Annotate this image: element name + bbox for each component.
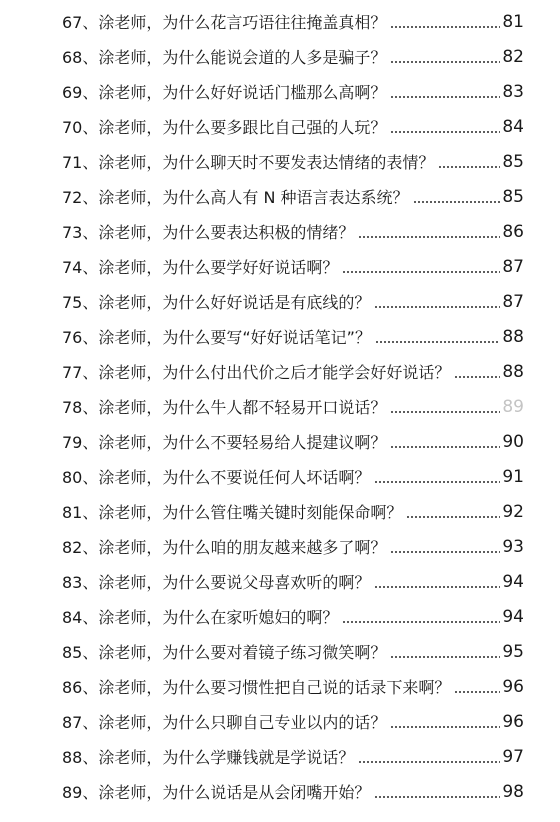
entry-number: 67、 bbox=[62, 13, 99, 32]
toc-entry[interactable] bbox=[62, 740, 524, 775]
toc-entry[interactable] bbox=[62, 600, 524, 635]
dot-leader bbox=[375, 337, 500, 347]
entry-title: 涂老师，为什么说话是从会闭嘴开始？ bbox=[98, 783, 371, 802]
dot-leader bbox=[390, 547, 500, 557]
entry-page-number: 91 bbox=[502, 467, 524, 487]
toc-entry[interactable] bbox=[62, 5, 524, 40]
entry-number: 74、 bbox=[62, 258, 99, 277]
entry-title: 涂老师，为什么花言巧语往往掩盖真相？ bbox=[98, 13, 387, 32]
dot-leader bbox=[390, 652, 500, 662]
toc-entry[interactable] bbox=[62, 285, 524, 320]
toc-entry[interactable] bbox=[62, 250, 524, 285]
dot-leader bbox=[390, 127, 500, 137]
toc-entry[interactable] bbox=[62, 425, 524, 460]
entry-title: 涂老师，为什么牛人都不轻易开口说话？ bbox=[98, 398, 387, 417]
entry-title: 涂老师，为什么要对着镜子练习微笑啊？ bbox=[98, 643, 387, 662]
entry-title: 涂老师，为什么要表达积极的情绪？ bbox=[98, 223, 355, 242]
entry-title: 涂老师，为什么咱的朋友越来越多了啊？ bbox=[98, 538, 387, 557]
dot-leader bbox=[374, 582, 500, 592]
entry-page-number: 96 bbox=[502, 712, 524, 732]
toc-entry[interactable] bbox=[62, 460, 524, 495]
dot-leader bbox=[374, 792, 500, 802]
entry-number: 75、 bbox=[62, 293, 99, 312]
entry-number: 78、 bbox=[62, 398, 99, 417]
entry-page-number: 86 bbox=[502, 222, 524, 242]
entry-number: 76、 bbox=[62, 328, 99, 347]
entry-title: 涂老师，为什么管住嘴关键时刻能保命啊？ bbox=[98, 503, 403, 522]
dot-leader bbox=[342, 617, 500, 627]
entry-page-number: 84 bbox=[502, 117, 524, 137]
entry-number: 80、 bbox=[62, 468, 99, 487]
toc-entry[interactable] bbox=[62, 390, 524, 425]
entry-page-number: 81 bbox=[502, 12, 524, 32]
entry-page-number: 97 bbox=[502, 747, 524, 767]
entry-number: 68、 bbox=[62, 48, 99, 67]
toc-entry[interactable] bbox=[62, 180, 524, 215]
dot-leader bbox=[390, 92, 500, 102]
toc-entry[interactable] bbox=[62, 110, 524, 145]
entry-page-number: 98 bbox=[502, 782, 524, 802]
entry-title: 涂老师，为什么要习惯性把自己说的话录下来啊？ bbox=[98, 678, 451, 697]
entry-number: 82、 bbox=[62, 538, 99, 557]
dot-leader bbox=[390, 22, 500, 32]
dot-leader bbox=[342, 267, 500, 277]
dot-leader bbox=[374, 477, 500, 487]
entry-number: 70、 bbox=[62, 118, 99, 137]
dot-leader bbox=[413, 197, 501, 207]
toc-entry[interactable] bbox=[62, 705, 524, 740]
dot-leader bbox=[390, 407, 500, 417]
dot-leader bbox=[454, 372, 500, 382]
toc-entry[interactable] bbox=[62, 355, 524, 390]
toc-entry[interactable] bbox=[62, 320, 524, 355]
entry-number: 89、 bbox=[62, 783, 99, 802]
entry-page-number: 87 bbox=[502, 257, 524, 277]
entry-number: 87、 bbox=[62, 713, 99, 732]
entry-title: 涂老师，为什么不要轻易给人提建议啊？ bbox=[98, 433, 387, 452]
dot-leader bbox=[358, 757, 500, 767]
entry-page-number: 90 bbox=[502, 432, 524, 452]
entry-number: 73、 bbox=[62, 223, 99, 242]
entry-page-number: 85 bbox=[502, 187, 524, 207]
entry-number: 79、 bbox=[62, 433, 99, 452]
entry-number: 81、 bbox=[62, 503, 99, 522]
toc-entry[interactable] bbox=[62, 565, 524, 600]
entry-title: 涂老师，为什么在家听媳妇的啊？ bbox=[98, 608, 339, 627]
dot-leader bbox=[438, 162, 500, 172]
entry-number: 85、 bbox=[62, 643, 99, 662]
entry-page-number: 82 bbox=[502, 47, 524, 67]
entry-page-number: 94 bbox=[502, 607, 524, 627]
dot-leader bbox=[374, 302, 500, 312]
entry-title: 涂老师，为什么只聊自己专业以内的话？ bbox=[98, 713, 387, 732]
entry-title: 涂老师，为什么好好说话门槛那么高啊？ bbox=[98, 83, 387, 102]
entry-title: 涂老师，为什么要写“好好说话笔记”？ bbox=[98, 328, 371, 347]
entry-number: 86、 bbox=[62, 678, 99, 697]
dot-leader bbox=[390, 722, 500, 732]
entry-page-number: 87 bbox=[502, 292, 524, 312]
entry-number: 71、 bbox=[62, 153, 99, 172]
dot-leader bbox=[390, 57, 500, 67]
entry-page-number: 94 bbox=[502, 572, 524, 592]
toc-entry[interactable] bbox=[62, 75, 524, 110]
toc-entry[interactable] bbox=[62, 495, 524, 530]
entry-title: 涂老师，为什么要学好好说话啊？ bbox=[98, 258, 339, 277]
entry-title: 涂老师，为什么能说会道的人多是骗子？ bbox=[98, 48, 387, 67]
entry-title: 涂老师，为什么不要说任何人坏话啊？ bbox=[98, 468, 371, 487]
dot-leader bbox=[390, 442, 500, 452]
entry-page-number: 96 bbox=[502, 677, 524, 697]
entry-title: 涂老师，为什么聊天时不要发表达情绪的表情？ bbox=[98, 153, 435, 172]
entry-page-number: 93 bbox=[502, 537, 524, 557]
toc-entry[interactable] bbox=[62, 40, 524, 75]
entry-page-number: 88 bbox=[502, 327, 524, 347]
entry-number: 69、 bbox=[62, 83, 99, 102]
toc-entry[interactable] bbox=[62, 215, 524, 250]
toc-entry[interactable] bbox=[62, 635, 524, 670]
entry-title: 涂老师，为什么要多跟比自己强的人玩？ bbox=[98, 118, 387, 137]
entry-title: 涂老师，为什么要说父母喜欢听的啊？ bbox=[98, 573, 371, 592]
entry-number: 84、 bbox=[62, 608, 99, 627]
entry-title: 涂老师，为什么好好说话是有底线的？ bbox=[98, 293, 371, 312]
entry-title: 涂老师，为什么学赚钱就是学说话？ bbox=[98, 748, 355, 767]
entry-page-number: 89 bbox=[502, 397, 524, 417]
toc-entry[interactable] bbox=[62, 775, 524, 810]
entry-number: 72、 bbox=[62, 188, 99, 207]
entry-page-number: 85 bbox=[502, 152, 524, 172]
dot-leader bbox=[454, 687, 500, 697]
entry-number: 88、 bbox=[62, 748, 99, 767]
entry-number: 83、 bbox=[62, 573, 99, 592]
entry-page-number: 92 bbox=[502, 502, 524, 522]
entry-page-number: 83 bbox=[502, 82, 524, 102]
entry-page-number: 88 bbox=[502, 362, 524, 382]
toc-entry[interactable] bbox=[62, 670, 524, 705]
entry-title: 涂老师，为什么付出代价之后才能学会好好说话？ bbox=[98, 363, 451, 382]
dot-leader bbox=[358, 232, 500, 242]
toc-entry[interactable] bbox=[62, 530, 524, 565]
entry-title: 涂老师，为什么高人有 N 种语言表达系统？ bbox=[98, 188, 409, 207]
entry-number: 77、 bbox=[62, 363, 99, 382]
toc-entry[interactable] bbox=[62, 145, 524, 180]
entry-page-number: 95 bbox=[502, 642, 524, 662]
dot-leader bbox=[406, 512, 500, 522]
